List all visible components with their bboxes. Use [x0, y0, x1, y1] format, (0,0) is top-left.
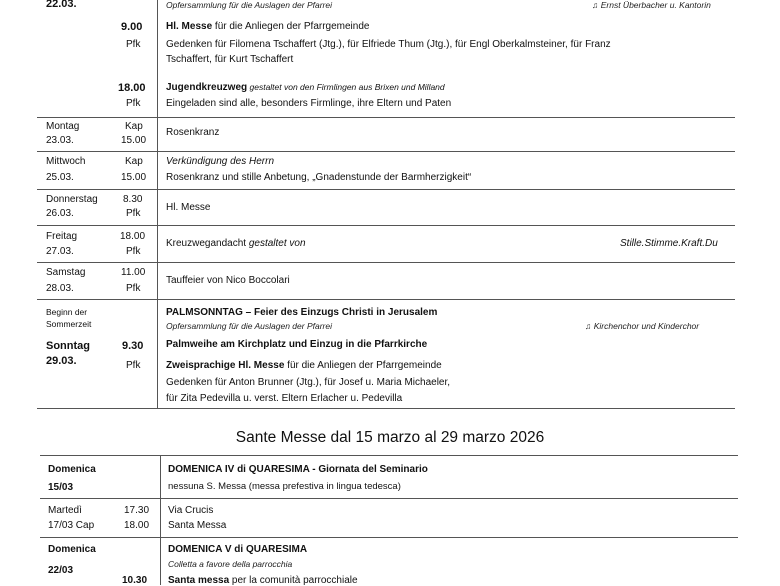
- event-text: Gedenken für Anton Brunner (Jtg.), für Josef u. Maria Michaeler,: [166, 377, 451, 388]
- event-text: Eingeladen sind alle, besonders Firmlinge, ihre Eltern und Paten: [166, 98, 452, 109]
- event-title: DOMENICA V di QUARESIMA: [168, 544, 308, 555]
- event-title: DOMENICA IV di QUARESIMA - Giornata del Seminario: [168, 464, 428, 475]
- event-text-bold: Santa messa: [168, 575, 230, 586]
- event-text: für Zita Pedevilla u. verst. Eltern Erlacher u. Pedevilla: [166, 393, 403, 404]
- event-text: Hl. Messe: [166, 202, 211, 213]
- section-title: Sante Messe dal 15 marzo al 29 marzo 2026: [235, 429, 545, 446]
- place-label: Kap: [125, 156, 143, 167]
- event-text-rest: für die Anliegen der Pfarrgemeinde: [284, 360, 442, 371]
- time-label: 18.00: [124, 520, 150, 531]
- place-label: Pfk: [126, 246, 141, 257]
- dst-note: Beginn der: [46, 307, 88, 317]
- time-label: 15.00: [121, 172, 147, 183]
- time-label: 8.30: [123, 194, 143, 205]
- time-label: 9.00: [121, 21, 143, 33]
- event-text: Via Crucis: [168, 505, 214, 516]
- day-label: Domenica: [48, 464, 96, 475]
- event-title-main: Kreuzwegandacht: [166, 238, 247, 249]
- date-label: 26.03.: [46, 208, 74, 219]
- event-title-rest: gestaltet von: [246, 238, 306, 249]
- event-text: Tauffeier von Nico Boccolari: [166, 275, 290, 286]
- event-text-bold: Zweisprachige Hl. Messe: [166, 360, 285, 371]
- column-divider: [157, 0, 158, 408]
- date-label: 25.03.: [46, 172, 74, 183]
- row-divider: [37, 189, 735, 190]
- day-label: Freitag: [46, 231, 78, 242]
- date-label: 22/03: [48, 565, 74, 576]
- row-divider: [37, 117, 735, 118]
- time-label: 18.00: [120, 231, 146, 242]
- date-label: 17/03 Cap: [48, 520, 95, 531]
- place-label: Kap: [125, 121, 143, 132]
- offering-note: Opfersammlung für die Auslagen der Pfarrei: [166, 321, 332, 331]
- row-divider: [37, 151, 735, 152]
- event-title-bold: Hl. Messe: [166, 21, 213, 32]
- row-divider: [37, 225, 735, 226]
- day-label: Domenica: [48, 544, 96, 555]
- day-label: Sonntag: [46, 340, 90, 352]
- time-label: 10.30: [122, 575, 148, 586]
- event-text: Tschaffert, für Kurt Tschaffert: [166, 54, 294, 65]
- day-label: Mittwoch: [46, 156, 86, 167]
- time-label: 17.30: [124, 505, 150, 516]
- music-note: ♫ Kirchenchor und Kinderchor: [585, 321, 700, 331]
- event-text: Palmweihe am Kirchplatz und Einzug in die Pfarrkirche: [166, 339, 428, 350]
- day-label: Samstag: [46, 267, 86, 278]
- date-label: 28.03.: [46, 283, 74, 294]
- event-title: [166, 21, 369, 32]
- offering-note: Colletta a favore della parrocchia: [168, 559, 293, 569]
- event-text: Santa Messa: [168, 520, 227, 531]
- time-label: 18.00: [118, 82, 146, 94]
- date-label: 27.03.: [46, 246, 74, 257]
- place-label: Pfk: [126, 283, 141, 294]
- place-label: Pfk: [126, 39, 141, 50]
- event-title-bold: Jugendkreuzweg: [166, 82, 248, 93]
- event-title: Verkündigung des Herrn: [166, 156, 275, 167]
- row-divider: [37, 299, 735, 300]
- date-label: 22.03.: [46, 0, 77, 10]
- day-label: Martedì: [48, 505, 82, 516]
- time-label: 15.00: [121, 135, 147, 146]
- place-label: Pfk: [126, 360, 141, 371]
- column-divider: [160, 455, 161, 585]
- table-bottom: [37, 408, 735, 409]
- row-divider: [40, 498, 738, 499]
- performer-label: Stille.Stimme.Kraft.Du: [620, 238, 718, 249]
- event-title: [166, 238, 306, 249]
- event-title-rest: gestaltet von den Firmlingen aus Brixen und Milland: [247, 82, 445, 92]
- date-label: 29.03.: [46, 355, 77, 367]
- music-note: ♫ Ernst Überbacher u. Kantorin: [592, 0, 711, 10]
- row-divider: [37, 262, 735, 263]
- day-label: Donnerstag: [46, 194, 98, 205]
- event-text-rest: per la comunità parrocchiale: [229, 575, 358, 586]
- event-text: [166, 360, 442, 371]
- place-label: Pfk: [126, 98, 141, 109]
- place-label: Pfk: [126, 208, 141, 219]
- time-label: 11.00: [121, 267, 146, 278]
- date-label: 23.03.: [46, 135, 74, 146]
- offering-note: Opfersammlung für die Auslagen der Pfarrei: [166, 0, 332, 10]
- row-divider: [40, 537, 738, 538]
- time-label: 9.30: [122, 340, 144, 352]
- date-label: 15/03: [48, 482, 74, 493]
- dst-note: Sommerzeit: [46, 319, 92, 329]
- event-title-rest: für die Anliegen der Pfarrgemeinde: [212, 21, 370, 32]
- event-text: [168, 575, 358, 586]
- day-label: Montag: [46, 121, 80, 132]
- table-top: [40, 455, 738, 456]
- event-text: Rosenkranz und stille Anbetung, „Gnadenstunde der Barmherzigkeit“: [166, 172, 472, 183]
- event-text: Gedenken für Filomena Tschaffert (Jtg.), für Elfriede Thum (Jtg.), für Engl Oberkalmsteiner, für Franz: [166, 39, 611, 50]
- event-text: nessuna S. Messa (messa prefestiva in lingua tedesca): [168, 481, 401, 492]
- event-text: Rosenkranz: [166, 127, 220, 138]
- event-title: [166, 82, 445, 93]
- event-title: PALMSONNTAG – Feier des Einzugs Christi in Jerusalem: [166, 307, 438, 318]
